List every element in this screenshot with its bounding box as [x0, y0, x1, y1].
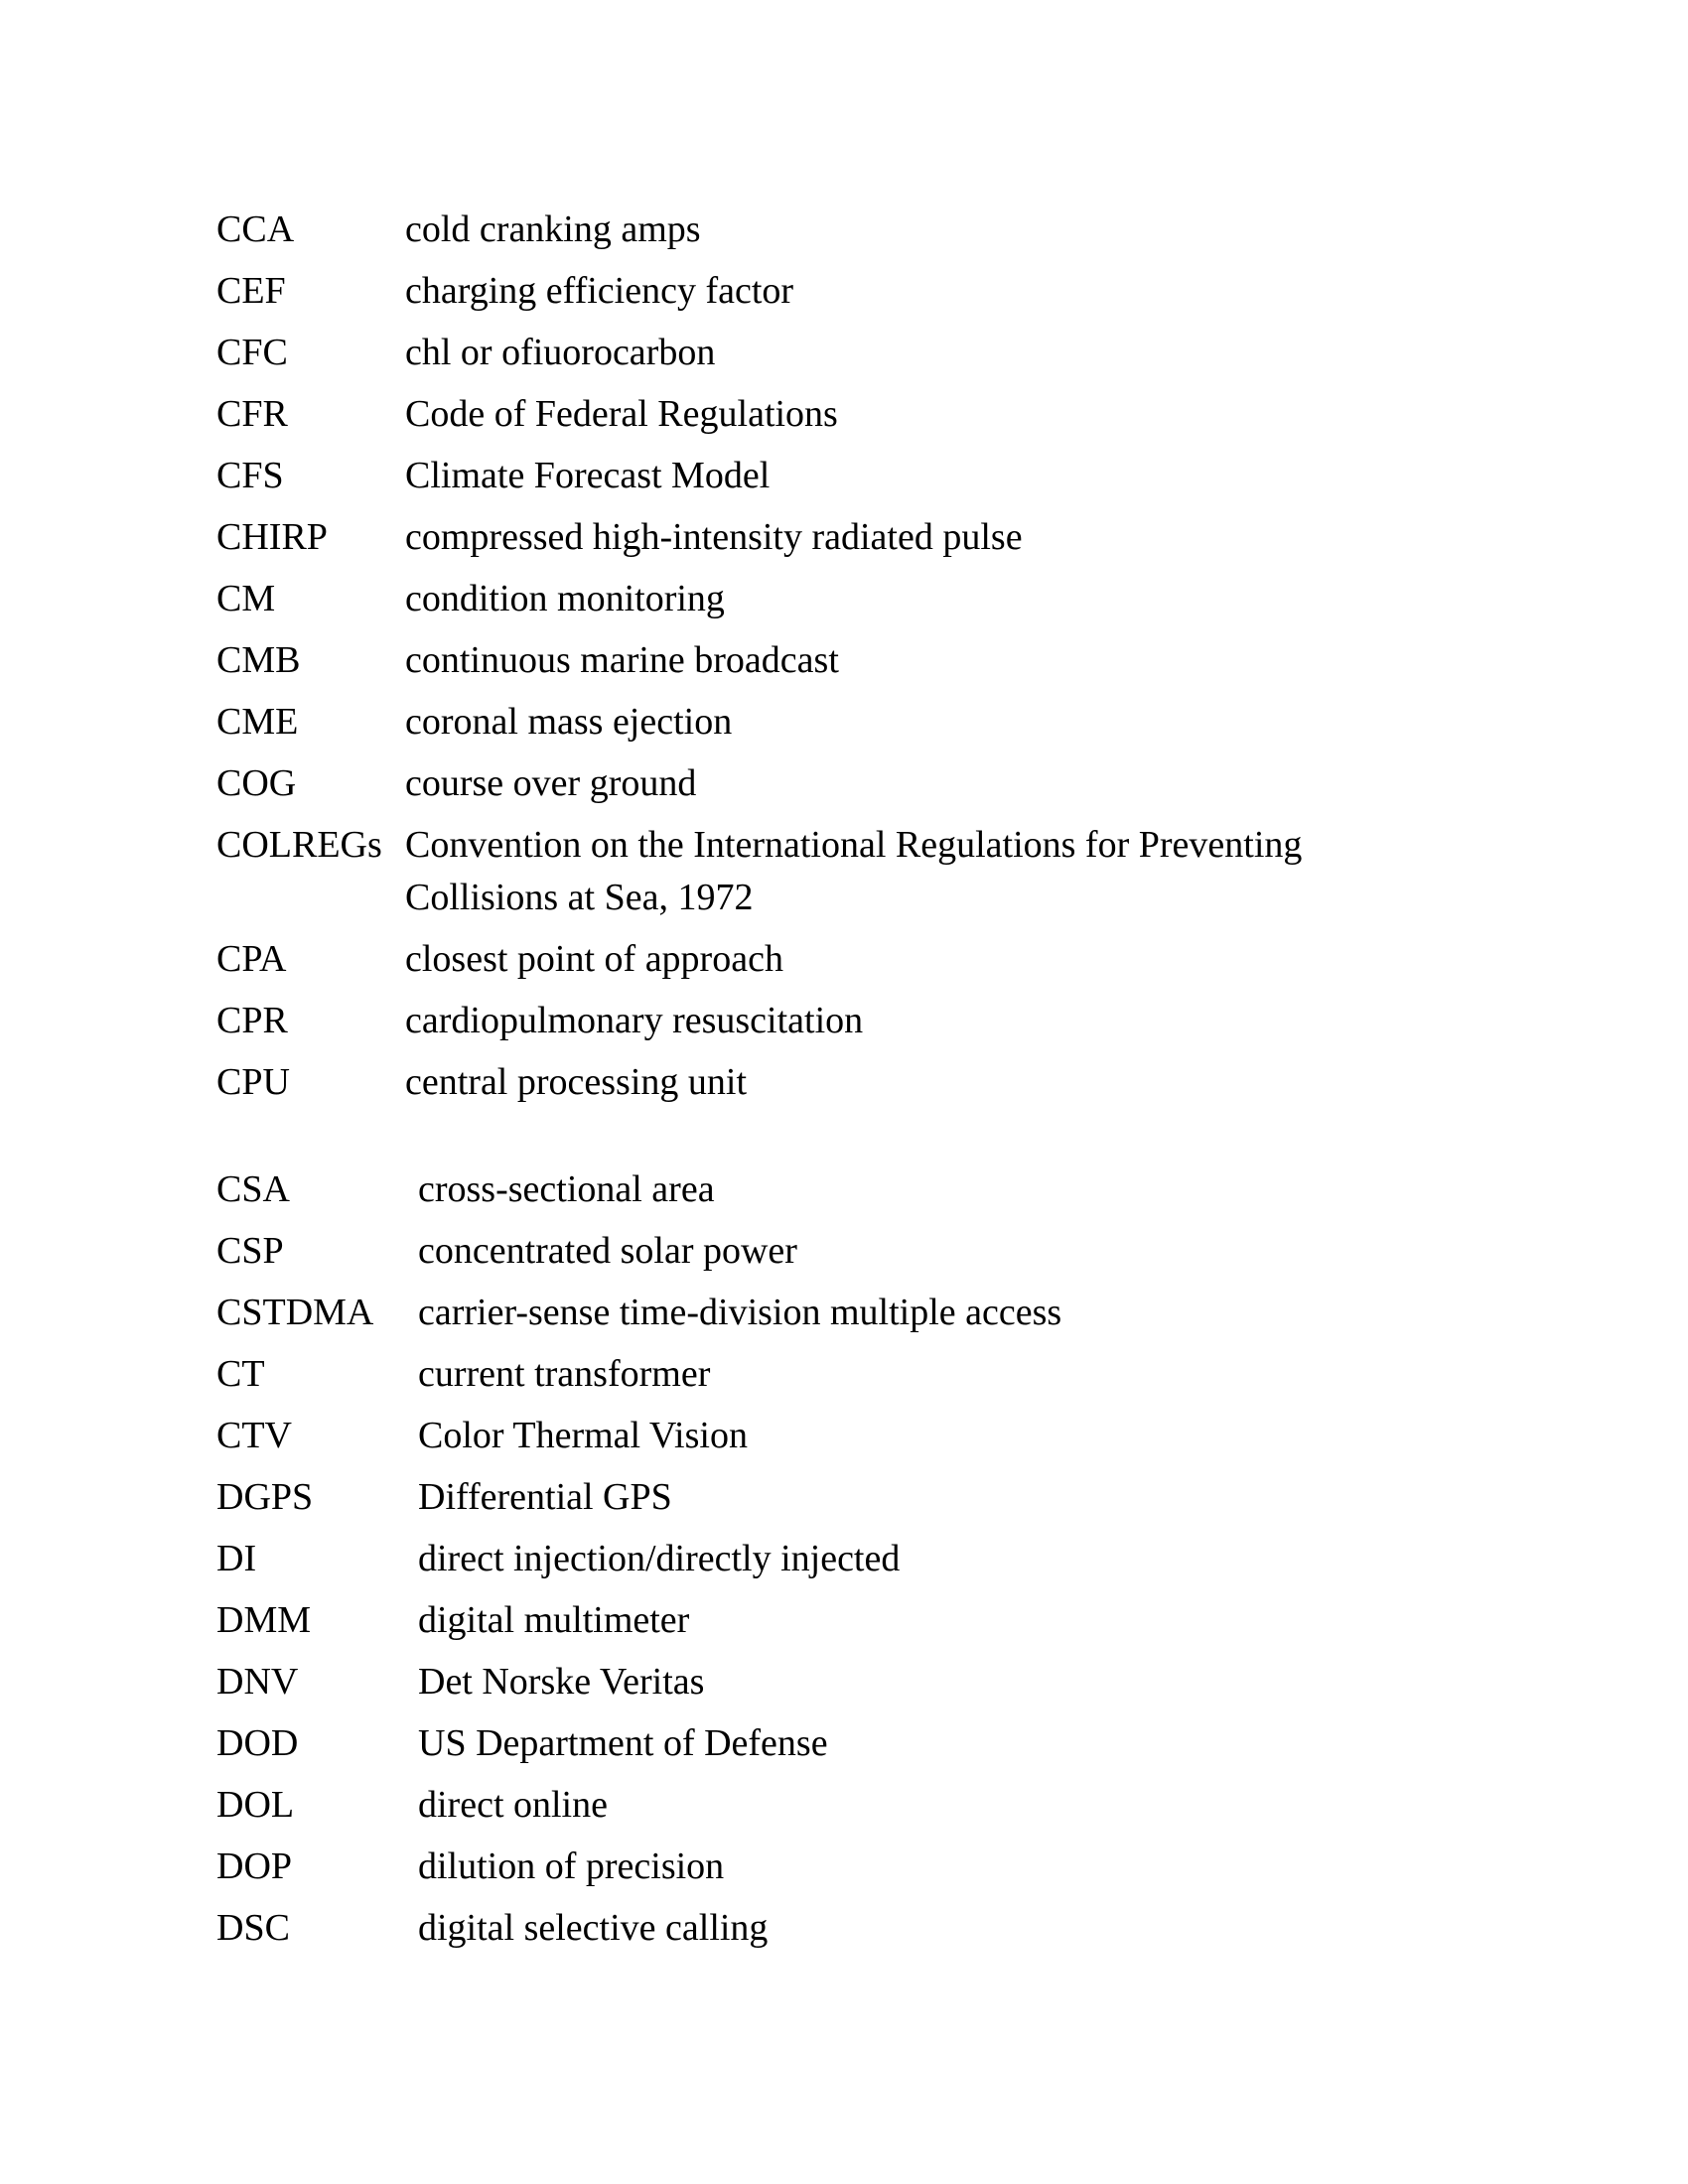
glossary-entry [216, 634, 1398, 696]
abbreviation: DGPS [216, 1476, 314, 1518]
abbreviation: DOP [216, 1845, 293, 1887]
glossary-entry [216, 573, 1398, 634]
abbreviation: DOL [216, 1784, 295, 1826]
abbreviation: COG [216, 762, 297, 804]
abbreviation: DOD [216, 1722, 299, 1764]
glossary-entry [216, 696, 1398, 757]
definition: Convention on the International Regulations for Preventing Collisions at Sea, 1972 [405, 824, 1303, 918]
abbreviation: CPR [216, 1000, 288, 1041]
glossary-entry [216, 1533, 1411, 1594]
definition: concentrated solar power [418, 1230, 797, 1272]
glossary-entry [216, 1348, 1411, 1410]
glossary-entry [216, 757, 1398, 819]
abbreviation: CPU [216, 1061, 290, 1103]
abbreviation: CSP [216, 1230, 284, 1272]
abbreviation: CSTDMA [216, 1292, 374, 1333]
glossary-entry [216, 327, 1398, 388]
definition: cardiopulmonary resuscitation [405, 1000, 864, 1041]
definition: charging efficiency factor [405, 270, 794, 312]
glossary-entry [216, 1779, 1411, 1841]
definition: digital multimeter [418, 1599, 690, 1641]
glossary-entry [216, 933, 1398, 995]
definition: closest point of approach [405, 938, 783, 980]
abbreviation: DI [216, 1538, 257, 1579]
glossary-entry [216, 1841, 1411, 1902]
definition: course over ground [405, 762, 697, 804]
glossary-entry [216, 511, 1398, 573]
glossary-entry [216, 1287, 1411, 1348]
glossary-entry [216, 265, 1398, 327]
abbreviation: CFC [216, 332, 288, 373]
definition: compressed high-intensity radiated pulse [405, 516, 1023, 558]
abbreviation: CSA [216, 1168, 290, 1210]
definition: Color Thermal Vision [418, 1415, 748, 1456]
abbreviation: DSC [216, 1907, 290, 1949]
glossary-entry [216, 995, 1398, 1056]
glossary-entry [216, 1410, 1411, 1471]
definition: Climate Forecast Model [405, 455, 771, 496]
glossary-entry [216, 1163, 1411, 1225]
glossary-group-1 [216, 204, 1398, 1118]
abbreviation: CTV [216, 1415, 292, 1456]
abbreviation: CPA [216, 938, 287, 980]
definition: chl or ofiuorocarbon [405, 332, 716, 373]
glossary-entry [216, 1902, 1411, 1964]
definition: US Department of Defense [418, 1722, 828, 1764]
glossary-entry [216, 1471, 1411, 1533]
definition: coronal mass ejection [405, 701, 733, 743]
definition: direct injection/directly injected [418, 1538, 901, 1579]
glossary-entry [216, 1656, 1411, 1717]
abbreviation: CHIRP [216, 516, 328, 558]
glossary-entry [216, 204, 1398, 265]
definition: dilution of precision [418, 1845, 725, 1887]
definition: condition monitoring [405, 578, 725, 619]
glossary-group-2 [216, 1163, 1411, 1964]
definition: current transformer [418, 1353, 711, 1395]
glossary-entry [216, 450, 1398, 511]
definition: Code of Federal Regulations [405, 393, 838, 435]
definition: central processing unit [405, 1061, 748, 1103]
glossary-entry [216, 1056, 1398, 1118]
abbreviation: COLREGs [216, 824, 382, 866]
abbreviation: CMB [216, 639, 301, 681]
abbreviation: CEF [216, 270, 286, 312]
abbreviation: DMM [216, 1599, 312, 1641]
definition: Det Norske Veritas [418, 1661, 705, 1703]
glossary-entry [216, 819, 1398, 933]
abbreviation: CFS [216, 455, 284, 496]
abbreviation: CME [216, 701, 299, 743]
abbreviation: CFR [216, 393, 288, 435]
glossary-entry [216, 1717, 1411, 1779]
abbreviation: CCA [216, 208, 295, 250]
definition: Differential GPS [418, 1476, 672, 1518]
definition: cold cranking amps [405, 208, 701, 250]
definition: digital selective calling [418, 1907, 769, 1949]
abbreviation: CT [216, 1353, 265, 1395]
definition: continuous marine broadcast [405, 639, 839, 681]
glossary-entry [216, 1594, 1411, 1656]
definition: direct online [418, 1784, 608, 1826]
glossary-entry [216, 388, 1398, 450]
abbreviation: CM [216, 578, 276, 619]
definition: carrier-sense time-division multiple access [418, 1292, 1062, 1333]
abbreviation: DNV [216, 1661, 299, 1703]
glossary-entry [216, 1225, 1411, 1287]
definition: cross-sectional area [418, 1168, 715, 1210]
